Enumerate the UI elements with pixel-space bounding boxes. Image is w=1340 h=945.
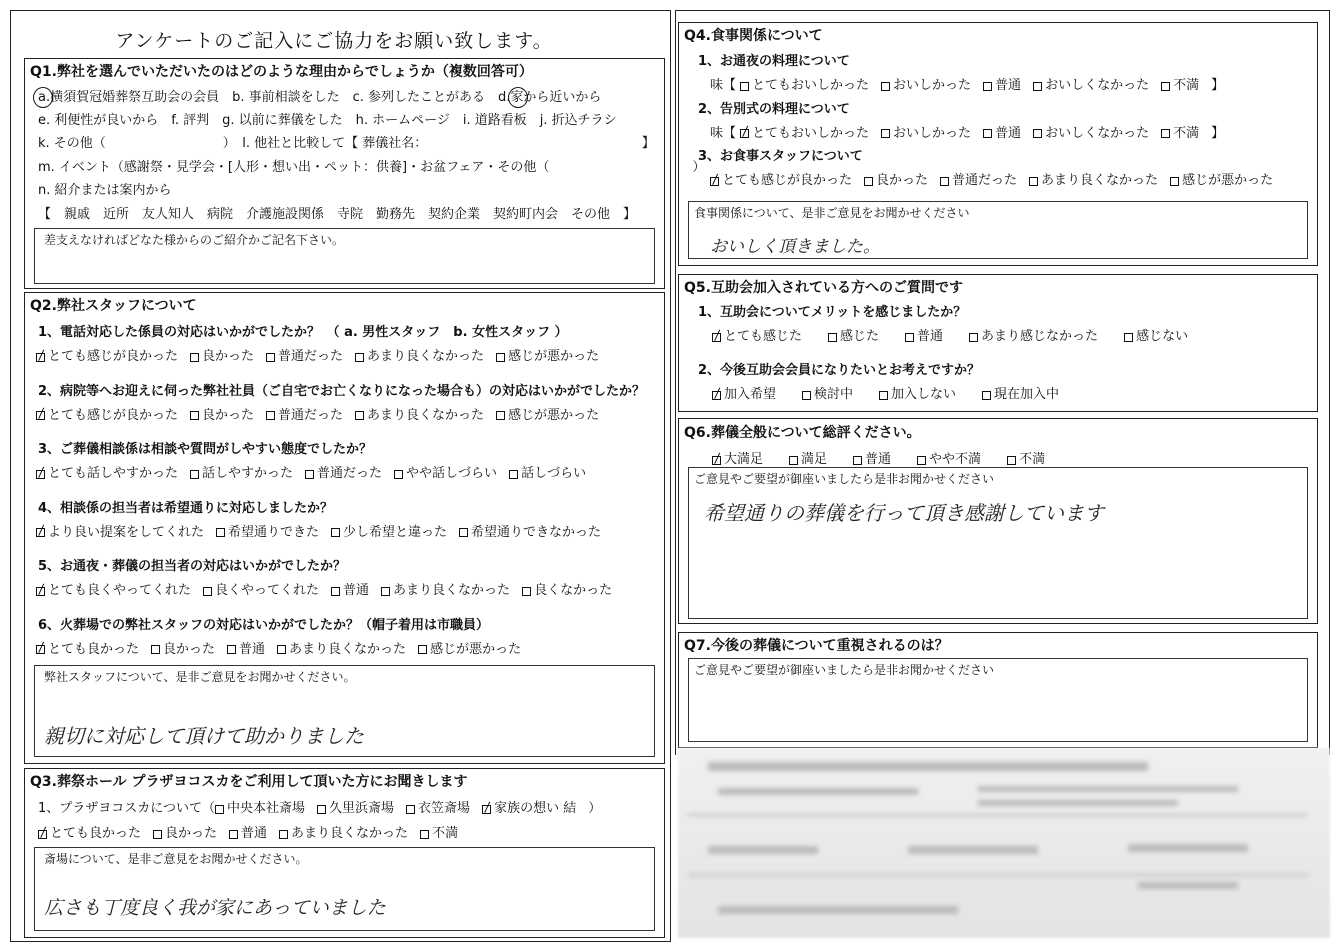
redacted-contact-area bbox=[678, 748, 1330, 938]
option-label: 検討中 bbox=[814, 387, 854, 402]
option-label: 希望通りできなかった bbox=[471, 524, 602, 540]
q1-heading: Q1.弊社を選んでいただいたのはどのような理由からでしょうか（複数回答可） bbox=[30, 64, 533, 80]
q4-option[interactable] bbox=[881, 78, 971, 94]
checkbox-icon[interactable] bbox=[1161, 129, 1170, 138]
checkbox-icon[interactable] bbox=[969, 333, 978, 342]
q5-option[interactable] bbox=[828, 329, 879, 345]
q5-option[interactable] bbox=[905, 329, 943, 345]
q6-rating-options bbox=[712, 452, 1071, 468]
option-label: 普通 bbox=[865, 452, 892, 467]
checkbox-icon[interactable] bbox=[317, 805, 326, 814]
q2-option[interactable] bbox=[277, 642, 406, 658]
q5-question-2: 2、今後互助会会員になりたいとお考えですか？ bbox=[698, 363, 981, 378]
q2-option[interactable] bbox=[190, 408, 254, 424]
q1-line-6: 【 親戚 近所 友人知人 病院 介護施設関係 寺院 勤務先 契約企業 契約町内会 その他 】 bbox=[38, 207, 637, 222]
option-label: あまり良くなかった bbox=[291, 826, 409, 841]
option-label: あまり良くなかった bbox=[367, 349, 485, 364]
q4-option[interactable] bbox=[710, 173, 852, 189]
checkbox-icon[interactable] bbox=[153, 830, 162, 839]
q2-option[interactable] bbox=[151, 642, 215, 658]
q3-hall-option[interactable] bbox=[317, 801, 394, 817]
option-label: 良かった bbox=[202, 407, 255, 423]
checkbox-icon[interactable] bbox=[712, 333, 721, 342]
option-label: 感じた bbox=[840, 329, 880, 344]
q2-option[interactable] bbox=[496, 349, 599, 365]
bracket-open: 味【 bbox=[710, 125, 737, 141]
checkbox-icon[interactable] bbox=[394, 470, 403, 479]
option-label: おいしくなかった bbox=[1045, 78, 1150, 93]
q2-option[interactable] bbox=[203, 583, 319, 599]
option-label: とても感じが良かった bbox=[48, 349, 179, 364]
option-label: 希望通りできた bbox=[228, 524, 320, 540]
bracket-close: 】 bbox=[1211, 125, 1225, 141]
option-label: 加入希望 bbox=[724, 387, 777, 402]
q3-hall-option[interactable] bbox=[482, 801, 576, 817]
option-label: 普通 bbox=[995, 125, 1022, 141]
option-label: とても良かった bbox=[48, 641, 140, 657]
q4-handwritten-comment: おいしく頂きました。 bbox=[710, 237, 880, 257]
checkbox-icon[interactable] bbox=[227, 645, 236, 654]
q6-option[interactable] bbox=[917, 452, 981, 468]
checkbox-icon[interactable] bbox=[1033, 129, 1042, 138]
q4-question-1: 1、お通夜の料理について bbox=[698, 54, 850, 69]
option-label: とても良かった bbox=[50, 826, 142, 841]
option-label: 現在加入中 bbox=[994, 387, 1060, 402]
q3-heading: Q3.葬祭ホール プラザヨコスカをご利用して頂いた方にお聞きします bbox=[30, 774, 468, 790]
q3-rating-options bbox=[38, 826, 470, 842]
option-label: 普通 bbox=[995, 78, 1022, 93]
q6-comment-box[interactable] bbox=[688, 467, 1308, 619]
checkbox-icon[interactable] bbox=[905, 333, 914, 342]
q2-option[interactable] bbox=[331, 525, 447, 541]
q2-option[interactable] bbox=[522, 583, 612, 599]
q3-comment-label: 斎場について、是非ご意見をお聞かせください。 bbox=[44, 852, 308, 866]
q2-question-4: 4、相談係の担当者は希望通りに対応しましたか？ bbox=[38, 500, 334, 516]
q2-option[interactable] bbox=[36, 583, 191, 599]
q2-question-1: 1、電話対応した係員の対応はいかがでしたか？ （ a. 男性スタッフ b. 女性スタッフ ） bbox=[38, 325, 568, 340]
option-label: 感じが悪かった bbox=[508, 407, 600, 423]
checkbox-icon[interactable] bbox=[203, 587, 212, 596]
checkbox-icon[interactable] bbox=[216, 528, 225, 537]
q6-heading: Q6.葬儀全般について総評ください。 bbox=[684, 425, 921, 441]
checkbox-icon[interactable] bbox=[277, 645, 286, 654]
option-label: あまり良くなかった bbox=[1041, 173, 1159, 188]
option-label: 感じが悪かった bbox=[508, 349, 600, 364]
q3-option[interactable] bbox=[38, 826, 141, 842]
option-label: 良くなかった bbox=[534, 583, 613, 598]
checkbox-icon[interactable] bbox=[496, 411, 505, 420]
q3-hall-option[interactable] bbox=[215, 801, 305, 817]
option-label: 久里浜斎場 bbox=[329, 801, 395, 816]
q6-option[interactable] bbox=[789, 452, 827, 468]
checkbox-icon[interactable] bbox=[418, 645, 427, 654]
checkbox-icon[interactable] bbox=[38, 830, 47, 839]
checkbox-icon[interactable] bbox=[36, 353, 45, 362]
q2-option[interactable] bbox=[459, 525, 601, 541]
checkbox-icon[interactable] bbox=[802, 391, 811, 400]
checkbox-icon[interactable] bbox=[305, 470, 314, 479]
option-label: 感じない bbox=[1136, 329, 1189, 344]
option-label: 感じが悪かった bbox=[1182, 173, 1274, 188]
q3-option[interactable] bbox=[153, 826, 217, 842]
checkbox-icon[interactable] bbox=[917, 456, 926, 465]
option-label: 良かった bbox=[876, 173, 929, 188]
checkbox-icon[interactable] bbox=[881, 129, 890, 138]
option-label: 普通だった bbox=[952, 173, 1018, 188]
q2-question-5: 5、お通夜・葬儀の担当者の対応はいかがでしたか？ bbox=[38, 559, 347, 574]
checkbox-icon[interactable] bbox=[266, 353, 275, 362]
checkbox-icon[interactable] bbox=[355, 411, 364, 420]
checkbox-icon[interactable] bbox=[1161, 82, 1170, 91]
option-label: 大満足 bbox=[724, 452, 764, 467]
checkbox-icon[interactable] bbox=[983, 129, 992, 138]
q5-option[interactable] bbox=[969, 329, 1098, 345]
q2-option[interactable] bbox=[190, 466, 293, 482]
option-label: とても感じが良かった bbox=[48, 407, 179, 423]
checkbox-icon[interactable] bbox=[740, 82, 749, 91]
checkbox-icon[interactable] bbox=[1124, 333, 1133, 342]
option-label: 普通 bbox=[239, 641, 266, 657]
q4-option[interactable] bbox=[940, 173, 1017, 189]
q7-heading: Q7.今後の葬儀について重視されるのは？ bbox=[684, 638, 949, 654]
q2-option[interactable] bbox=[36, 466, 178, 482]
checkbox-icon[interactable] bbox=[36, 470, 45, 479]
option-label: 普通 bbox=[917, 329, 944, 344]
option-label: あまり良くなかった bbox=[367, 407, 485, 423]
q5-option[interactable] bbox=[879, 387, 956, 403]
q1-line-5: n. 紹介または案内から bbox=[38, 183, 172, 198]
option-label: 普通だった bbox=[317, 466, 383, 481]
checkbox-icon[interactable] bbox=[853, 456, 862, 465]
q3-handwritten-comment: 広さも丁度良く我が家にあっていました bbox=[44, 897, 386, 919]
q2-option[interactable] bbox=[36, 642, 139, 658]
option-label: あまり良くなかった bbox=[393, 583, 511, 598]
checkbox-icon[interactable] bbox=[279, 830, 288, 839]
q2-heading: Q2.弊社スタッフについて bbox=[30, 298, 197, 314]
checkbox-icon[interactable] bbox=[190, 411, 199, 420]
checkbox-icon[interactable] bbox=[1033, 82, 1042, 91]
q2-option[interactable] bbox=[190, 349, 254, 365]
checkbox-icon[interactable] bbox=[1007, 456, 1016, 465]
checkbox-icon[interactable] bbox=[459, 528, 468, 537]
q4-option[interactable] bbox=[1161, 78, 1199, 94]
checkbox-icon[interactable] bbox=[420, 830, 429, 839]
q2-options-3 bbox=[36, 466, 598, 482]
checkbox-icon[interactable] bbox=[879, 391, 888, 400]
bracket-open: 味【 bbox=[710, 78, 737, 93]
option-label: 不満 bbox=[1173, 78, 1200, 93]
q2-options-6 bbox=[36, 642, 533, 658]
q2-option[interactable] bbox=[36, 408, 178, 424]
q2-option[interactable] bbox=[496, 408, 599, 424]
q4-heading: Q4.食事関係について bbox=[684, 28, 823, 44]
option-label: やや不満 bbox=[929, 452, 982, 467]
q4-option[interactable] bbox=[1033, 126, 1149, 142]
q1-line-1: a.横須賀冠婚葬祭互助会の会員 b. 事前相談をした c. 参列したことがある d.家から近いから bbox=[38, 90, 602, 105]
option-label: とても良くやってくれた bbox=[48, 583, 192, 598]
q3-hall-close: ） bbox=[588, 801, 602, 816]
option-label: とても感じが良かった bbox=[722, 173, 853, 188]
q6-option[interactable] bbox=[712, 452, 763, 468]
q2-option[interactable] bbox=[216, 525, 319, 541]
q2-option[interactable] bbox=[381, 583, 510, 599]
option-label: 良かった bbox=[202, 349, 255, 364]
q5-heading: Q5.互助会加入されている方へのご質問です bbox=[684, 280, 963, 296]
option-label: 中央本社斎場 bbox=[227, 801, 306, 816]
q5-option[interactable] bbox=[712, 387, 776, 403]
q2-options-2 bbox=[36, 408, 611, 424]
checkbox-icon[interactable] bbox=[522, 587, 531, 596]
checkbox-icon[interactable] bbox=[1170, 177, 1179, 186]
option-label: 加入しない bbox=[891, 387, 957, 402]
option-label: とてもおいしかった bbox=[752, 125, 870, 141]
q7-comment-label: ご意見やご要望が御座いましたら是非お聞かせください bbox=[694, 663, 995, 677]
q2-option[interactable] bbox=[418, 642, 521, 658]
q2-option[interactable] bbox=[266, 408, 343, 424]
q4-option[interactable] bbox=[740, 126, 869, 142]
q4-options-2 bbox=[710, 126, 1224, 142]
option-label: とても感じた bbox=[724, 329, 803, 344]
q3-hall-prefix: 1、プラザヨコスカについて（ bbox=[38, 801, 216, 816]
checkbox-icon[interactable] bbox=[355, 353, 364, 362]
option-label: あまり感じなかった bbox=[981, 329, 1099, 344]
option-label: 良くやってくれた bbox=[215, 583, 320, 598]
q5-option[interactable] bbox=[802, 387, 853, 403]
q5-options-1 bbox=[712, 329, 1214, 345]
checkbox-icon[interactable] bbox=[496, 353, 505, 362]
option-label: 普通だった bbox=[278, 407, 344, 423]
option-label: 感じが悪かった bbox=[430, 641, 522, 657]
q2-question-3: 3、ご葬儀相談係は相談や質問がしやすい態度でしたか？ bbox=[38, 442, 373, 457]
q6-handwritten-comment: 希望通りの葬儀を行って頂き感謝しています bbox=[704, 501, 1104, 525]
q2-handwritten-comment: 親切に対応して頂けて助かりました bbox=[44, 724, 364, 748]
q3-option[interactable] bbox=[229, 826, 267, 842]
option-label: 不満 bbox=[432, 826, 459, 841]
checkbox-icon[interactable] bbox=[828, 333, 837, 342]
option-label: 家族の想い 結 bbox=[494, 801, 577, 816]
checkbox-icon[interactable] bbox=[789, 456, 798, 465]
q5-option[interactable] bbox=[712, 329, 802, 345]
q4-option[interactable] bbox=[1161, 126, 1199, 142]
q6-option[interactable] bbox=[853, 452, 891, 468]
q1-line-3: k. その他（ ） l. 他社と比較して【 葬儀社名： 】 bbox=[38, 136, 655, 151]
checkbox-icon[interactable] bbox=[710, 177, 719, 186]
q1-referral-label: 差支えなければどなた様からのご紹介かご記名下さい。 bbox=[44, 233, 345, 247]
q4-question-3: 3、お食事スタッフについて bbox=[698, 149, 863, 164]
q2-option[interactable] bbox=[227, 642, 265, 658]
option-label: おいしかった bbox=[893, 78, 972, 93]
q4-comment-label: 食事関係について、是非ご意見をお聞かせください bbox=[694, 206, 970, 220]
q1-line-2: e. 利便性が良いから f. 評判 g. 以前に葬儀をした h. ホームページ i. 道路看板 j. 折込チラシ bbox=[38, 113, 617, 128]
option-label: 良かった bbox=[163, 641, 216, 657]
checkbox-icon[interactable] bbox=[215, 805, 224, 814]
q3-hall-option[interactable] bbox=[406, 801, 470, 817]
option-label: 満足 bbox=[801, 452, 828, 467]
q2-options-1 bbox=[36, 349, 611, 365]
checkbox-icon[interactable] bbox=[881, 82, 890, 91]
checkbox-icon[interactable] bbox=[331, 587, 340, 596]
option-label: より良い提案をしてくれた bbox=[48, 524, 205, 540]
checkbox-icon[interactable] bbox=[381, 587, 390, 596]
option-label: 少し希望と違った bbox=[343, 524, 448, 540]
option-label: 普通だった bbox=[278, 349, 344, 364]
checkbox-icon[interactable] bbox=[406, 805, 415, 814]
checkbox-icon[interactable] bbox=[712, 391, 721, 400]
q4-option[interactable] bbox=[983, 78, 1021, 94]
option-label: 話しやすかった bbox=[202, 466, 294, 481]
q2-option[interactable] bbox=[36, 349, 178, 365]
checkbox-icon[interactable] bbox=[509, 470, 518, 479]
checkbox-icon[interactable] bbox=[482, 805, 491, 814]
q4-option[interactable] bbox=[1170, 173, 1273, 189]
checkbox-icon[interactable] bbox=[331, 528, 340, 537]
q2-options-5 bbox=[36, 583, 624, 599]
q4-option[interactable] bbox=[1033, 78, 1149, 94]
q2-option[interactable] bbox=[36, 525, 204, 541]
checkbox-icon[interactable] bbox=[36, 411, 45, 420]
checkbox-icon[interactable] bbox=[983, 82, 992, 91]
q2-option[interactable] bbox=[355, 349, 484, 365]
q4-options-1 bbox=[710, 78, 1224, 94]
option-label: 不満 bbox=[1019, 452, 1046, 467]
option-label: 衣笠斎場 bbox=[418, 801, 471, 816]
bracket-close: 】 bbox=[1211, 78, 1225, 93]
checkbox-icon[interactable] bbox=[712, 456, 721, 465]
checkbox-icon[interactable] bbox=[1029, 177, 1038, 186]
q2-option[interactable] bbox=[266, 349, 343, 365]
q4-option[interactable] bbox=[740, 78, 869, 94]
option-label: とてもおいしかった bbox=[752, 78, 870, 93]
q5-options-2 bbox=[712, 387, 1085, 403]
checkbox-icon[interactable] bbox=[151, 645, 160, 654]
q4-options-3 bbox=[710, 173, 1285, 189]
q4-option[interactable] bbox=[881, 126, 971, 142]
survey-title: アンケートのご記入にご協力をお願い致します。 bbox=[115, 30, 553, 52]
option-label: あまり良くなかった bbox=[289, 641, 407, 657]
checkbox-icon[interactable] bbox=[190, 470, 199, 479]
checkbox-icon[interactable] bbox=[190, 353, 199, 362]
q2-option[interactable] bbox=[355, 408, 484, 424]
q2-question-6: 6、火葬場での弊社スタッフの対応はいかがでしたか？（帽子着用は市職員） bbox=[38, 617, 490, 633]
option-label: とても話しやすかった bbox=[48, 466, 179, 481]
option-label: 普通 bbox=[241, 826, 268, 841]
q2-options-4 bbox=[36, 525, 613, 541]
checkbox-icon[interactable] bbox=[36, 587, 45, 596]
q2-comment-label: 弊社スタッフについて、是非ご意見をお聞かせください。 bbox=[44, 670, 356, 684]
option-label: 話しづらい bbox=[521, 466, 587, 481]
checkbox-icon[interactable] bbox=[982, 391, 991, 400]
q4-question-2: 2、告別式の料理について bbox=[698, 101, 850, 117]
checkbox-icon[interactable] bbox=[266, 411, 275, 420]
q6-comment-label: ご意見やご要望が御座いましたら是非お聞かせください bbox=[694, 472, 995, 486]
checkbox-icon[interactable] bbox=[229, 830, 238, 839]
checkbox-icon[interactable] bbox=[740, 129, 749, 138]
option-label: 不満 bbox=[1173, 125, 1200, 141]
q5-option[interactable] bbox=[982, 387, 1059, 403]
option-label: おいしくなかった bbox=[1045, 125, 1150, 141]
q5-question-1: 1、互助会についてメリットを感じましたか？ bbox=[698, 305, 967, 320]
q2-option[interactable] bbox=[509, 466, 586, 482]
q3-hall-row bbox=[38, 801, 601, 817]
checkbox-icon[interactable] bbox=[940, 177, 949, 186]
q2-option[interactable] bbox=[305, 466, 382, 482]
q4-option[interactable] bbox=[864, 173, 928, 189]
q4-option[interactable] bbox=[983, 126, 1021, 142]
checkbox-icon[interactable] bbox=[864, 177, 873, 186]
q2-question-2: 2、病院等へお迎えに伺った弊社社員（ご自宅でお亡くなりになった場合も）の対応はいかがでしたか？ bbox=[38, 383, 646, 399]
option-label: やや話しづらい bbox=[406, 466, 498, 481]
option-label: おいしかった bbox=[893, 125, 972, 141]
q2-option[interactable] bbox=[394, 466, 497, 482]
q3-option[interactable] bbox=[420, 826, 458, 842]
q6-option[interactable] bbox=[1007, 452, 1045, 468]
option-label: 良かった bbox=[165, 826, 218, 841]
q4-option[interactable] bbox=[1029, 173, 1158, 189]
q5-option[interactable] bbox=[1124, 329, 1188, 345]
checkbox-icon[interactable] bbox=[36, 528, 45, 537]
checkbox-icon[interactable] bbox=[36, 645, 45, 654]
q3-option[interactable] bbox=[279, 826, 408, 842]
q1-line-4: m. イベント（感謝祭・見学会・[人形・想い出・ペット：供養]・お盆フェア・その他（ ） bbox=[38, 160, 706, 175]
option-label: 普通 bbox=[343, 583, 370, 598]
q2-option[interactable] bbox=[331, 583, 369, 599]
